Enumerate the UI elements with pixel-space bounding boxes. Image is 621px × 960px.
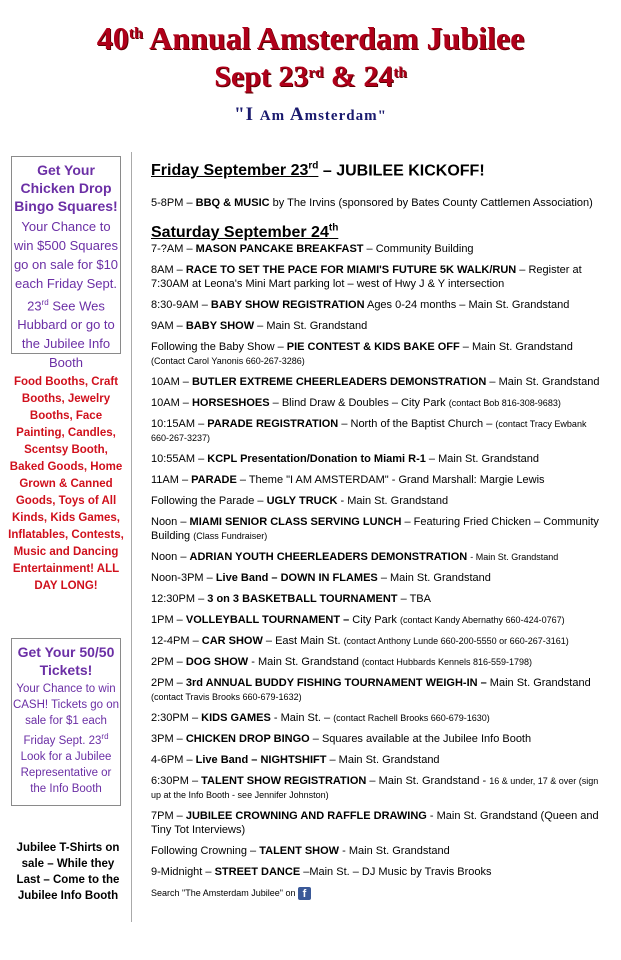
event-detail: – TBA [397, 592, 431, 605]
event-contact: (contact Travis Brooks 660-679-1632) [151, 691, 302, 702]
fifty-fifty-title: Get Your 50/50 Tickets! [17, 644, 115, 678]
event-time: 2PM – [151, 655, 186, 668]
event-title: HORSESHOES [191, 396, 270, 409]
event-time: 11AM – [151, 473, 192, 486]
schedule-event [151, 571, 606, 585]
schedule-event [151, 515, 606, 543]
schedule-event [151, 676, 606, 704]
event-detail: – Main St. Grandstand [326, 753, 440, 766]
event-time: Noon – [151, 550, 190, 563]
event-title: BUTLER EXTREME CHEERLEADERS DEMONSTRATION [191, 375, 487, 388]
event-title: KIDS GAMES [201, 711, 271, 724]
event-time: 9AM – [151, 319, 186, 332]
event-detail: –Main St. – DJ Music by Travis Brooks [300, 865, 492, 878]
facebook-icon[interactable]: f [298, 887, 311, 900]
schedule-event [151, 711, 606, 725]
event-title: Live Band – DOWN IN FLAMES [215, 571, 378, 584]
event-detail: – Main St. Grandstand [486, 375, 600, 388]
event-time: 4-6PM – [151, 753, 196, 766]
event-time: 2PM – [151, 676, 186, 689]
event-title: 3 on 3 BASKETBALL TOURNAMENT [207, 592, 398, 605]
event-contact: (contact Hubbards Kennels 816-559-1798) [361, 656, 533, 667]
event-time: Following Crowning – [151, 844, 260, 857]
schedule [151, 156, 606, 900]
event-time: 7PM – [151, 809, 186, 822]
event-title: CAR SHOW [201, 634, 263, 647]
event-title: STREET DANCE [214, 865, 301, 878]
schedule-event [151, 242, 606, 256]
event-time: 6:30PM – [151, 774, 202, 787]
event-title: Live Band – NIGHTSHIFT [195, 753, 327, 766]
schedule-event [151, 340, 606, 368]
event-detail: – Theme "I AM AMSTERDAM" - Grand Marshall: Margie Lewis [236, 473, 545, 486]
bingo-box [11, 156, 121, 371]
event-title: KCPL Presentation/Donation to Miami R-1 [207, 452, 426, 465]
event-time: 12-4PM – [151, 634, 202, 647]
event-title: VOLLEYBALL TOURNAMENT – [185, 613, 350, 626]
schedule-event [151, 396, 606, 410]
event-detail: – Main St. Grandstand [254, 319, 368, 332]
event-detail: – Community Building [363, 242, 474, 255]
event-detail: – Main St. Grandstand [459, 340, 573, 353]
event-detail: - Main St. Grandstand (Queen and Tiny Tot Interviews) [151, 809, 599, 836]
event-title: UGLY TRUCK [266, 494, 338, 507]
event-contact: (Contact Carol Yanonis 660-267-3286) [151, 355, 305, 366]
schedule-event [151, 613, 606, 627]
event-title: RACE TO SET THE PACE FOR MIAMI'S FUTURE 5K WALK/RUN [185, 263, 517, 276]
event-detail: – Blind Draw & Doubles – City Park [269, 396, 449, 409]
event-detail: – Featuring Fried Chicken – Community Building [151, 515, 599, 542]
event-contact: (contact Tracy Ewbank 660-267-3237) [151, 418, 587, 443]
schedule-event [151, 494, 606, 508]
event-detail: City Park [349, 613, 400, 626]
event-title: BABY SHOW REGISTRATION [210, 298, 365, 311]
event-title: TALENT SHOW REGISTRATION [201, 774, 367, 787]
event-detail: - Main St. Grandstand [248, 655, 362, 668]
event-title: ADRIAN YOUTH CHEERLEADERS DEMONSTRATION [189, 550, 468, 563]
schedule-event [151, 298, 606, 312]
event-title: CHICKEN DROP BINGO [185, 732, 310, 745]
event-contact: (Class Fundraiser) [193, 530, 268, 541]
event-contact: - Main St. Grandstand [470, 551, 559, 562]
event-title: 3rd ANNUAL BUDDY FISHING TOURNAMENT WEIGH-IN – [185, 676, 487, 689]
event-contact: (contact Anthony Lunde 660-200-5550 or 660-267-3161) [343, 635, 569, 646]
event-detail: - Main St. – [270, 711, 334, 724]
event-title: JUBILEE CROWNING AND RAFFLE DRAWING [185, 809, 427, 822]
event-time: Noon-3PM – [151, 571, 216, 584]
schedule-event [151, 452, 606, 466]
fifty-fifty-box [11, 638, 121, 806]
motto: "I Am Amsterdam" [234, 104, 387, 125]
event-time: Noon – [151, 515, 190, 528]
event-detail: – Register at 7:30AM at Leona's Mini Mart parking lot – west of Hwy J & Y intersection [151, 263, 582, 290]
event-contact: (contact Kandy Abernathy 660-424-0767) [399, 614, 565, 625]
schedule-event [151, 375, 606, 389]
event-detail: – Main St. Grandstand [425, 452, 539, 465]
event-time: Following the Baby Show – [151, 340, 287, 353]
event-detail: Ages 0-24 months – Main St. Grandstand [364, 298, 570, 311]
schedule-event [151, 592, 606, 606]
schedule-event [151, 634, 606, 648]
event-detail: – East Main St. [262, 634, 344, 647]
event-title: PIE CONTEST & KIDS BAKE OFF [286, 340, 460, 353]
event-title: PARADE REGISTRATION [207, 417, 339, 430]
event-time: 8:30-9AM – [151, 298, 211, 311]
event-time: 1PM – [151, 613, 186, 626]
event-time: 9-Midnight – [151, 865, 215, 878]
facebook-search: Search "The Amsterdam Jubilee" on f [151, 886, 606, 900]
title-line-1: 40th Annual Amsterdam Jubilee [96, 20, 525, 56]
event-time: 12:30PM – [151, 592, 208, 605]
event-detail: Main St. Grandstand [486, 676, 591, 689]
title-line-2: Sept 23rd & 24th [214, 60, 407, 93]
event-time: 10:15AM – [151, 417, 208, 430]
schedule-event [151, 550, 606, 564]
schedule-event [151, 774, 606, 802]
event-time: 7-?AM – [151, 242, 196, 255]
saturday-heading: Saturday September 24th [151, 222, 339, 241]
event-contact: (contact Bob 816-308-9683) [448, 397, 561, 408]
event-time: 10AM – [151, 375, 192, 388]
event-title: TALENT SHOW [259, 844, 340, 857]
event-contact: (contact Rachell Brooks 660-679-1630) [333, 712, 490, 723]
schedule-event [151, 865, 606, 879]
event-time: 10AM – [151, 396, 192, 409]
event-title: MIAMI SENIOR CLASS SERVING LUNCH [189, 515, 402, 528]
schedule-event [151, 263, 606, 291]
bingo-text: Your Chance to win $500 Squares go on sale for $10 each Friday Sept. 23rd See Wes Hubbard or go to the Jubilee Info Booth [13, 219, 119, 371]
event-time: 10:55AM – [151, 452, 208, 465]
schedule-event [151, 844, 606, 858]
schedule-event [151, 732, 606, 746]
event-detail: – Main St. Grandstand [377, 571, 491, 584]
booths-list: Food Booths, Craft Booths, Jewelry Booths, Face Painting, Candles, Scentsy Booth, Baked Goods, Home Grown & Canned Goods, Toys of All Kinds, Kids Games, Inflatables, Contests, Music and Dancing Entertainment! ALL DAY LONG! [8, 376, 124, 592]
event-time: 2:30PM – [151, 711, 202, 724]
friday-heading: Friday September 23rd – JUBILEE KICKOFF! [151, 161, 485, 180]
schedule-event [151, 809, 606, 837]
column-divider [131, 152, 132, 922]
friday-event: 5-8PM – BBQ & MUSIC by The Irvins (sponsored by Bates County Cattlemen Association) [151, 197, 593, 210]
schedule-event [151, 655, 606, 669]
event-time: 8AM – [151, 263, 186, 276]
event-title: PARADE [191, 473, 237, 486]
event-detail: – Squares available at the Jubilee Info Booth [309, 732, 532, 745]
event-title: DOG SHOW [185, 655, 249, 668]
schedule-event [151, 319, 606, 333]
schedule-event [151, 753, 606, 767]
tshirt-note: Jubilee T-Shirts on sale – While they Last – Come to the Jubilee Info Booth [16, 842, 120, 902]
bingo-title: Get Your Chicken Drop Bingo Squares! [14, 162, 118, 214]
schedule-event [151, 417, 606, 445]
schedule-event [151, 473, 606, 487]
event-contact: 16 & under, 17 & over (sign up at the Info Booth - see Jennifer Johnston) [151, 775, 599, 800]
event-detail: – North of the Baptist Church – [338, 417, 496, 430]
event-detail: – Main St. Grandstand - [366, 774, 490, 787]
saturday-events [151, 242, 606, 879]
event-title: BABY SHOW [185, 319, 255, 332]
event-detail: - Main St. Grandstand [337, 494, 449, 507]
event-detail: - Main St. Grandstand [339, 844, 450, 857]
fifty-fifty-text: Your Chance to win CASH! Tickets go on sale for $1 each Friday Sept. 23rd Look for a Jubilee Representative or the Info Booth [12, 683, 120, 795]
event-time: 3PM – [151, 732, 186, 745]
event-title: MASON PANCAKE BREAKFAST [195, 242, 364, 255]
event-time: Following the Parade – [151, 494, 267, 507]
